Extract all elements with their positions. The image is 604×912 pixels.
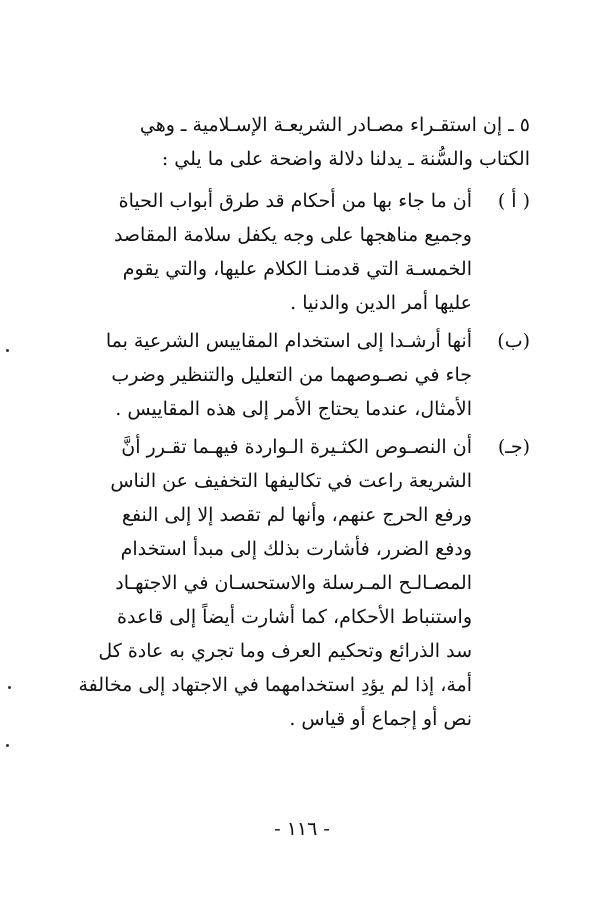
item-marker-b: (ب) [497, 330, 530, 352]
list-item-a [60, 184, 530, 320]
item-line: أنها أرشـدا إلى استخدام المقاييس الشرعية بما [105, 330, 472, 352]
item-body-b [60, 324, 472, 426]
item-line: عليها أمر الدين والدنيا . [290, 292, 472, 314]
item-marker-a: ( أ ) [497, 190, 530, 212]
item-line: ودفع الضرر، فأشارت بذلك إلى مبدأ استخدام [120, 538, 472, 560]
item-line: أمة، إذا لم يؤدِ استخدامهما في الاجتهاد إلى مخالفة [78, 674, 472, 696]
item-line: الشريعة راعت في تكاليفها التخفيف عن الناس [110, 470, 472, 492]
item-line: الأمثال، عندما يحتاج الأمر إلى هذه المقاييس . [115, 398, 472, 420]
item-line: واستنباط الأحكام، كما أشارت أيضاً إلى قاعدة [117, 606, 472, 628]
item-line: أن ما جاء بها من أحكام قد طرق أبواب الحياة [118, 190, 472, 212]
scan-speck [6, 744, 9, 747]
item-line: الخمسـة التي قدمنـا الكلام عليها، والتي يقوم [122, 258, 472, 280]
item-line: جاء في نصـوصهما من التعليل والتنظير وضرب [111, 364, 472, 386]
item-line: وجميع مناهجها على وجه يكفل سلامة المقاصد [113, 224, 472, 246]
item-line: سد الذرائع وتحكيم العرف وما تجري به عادة كل [98, 640, 472, 662]
intro-line: ٥ ـ إن استقـراء مصـادر الشريعـة الإسـلامية ـ وهي [139, 114, 530, 136]
intro-paragraph [60, 108, 530, 176]
item-line: المصـالـح المـرسلة والاستحسـان في الاجتهـاد [115, 572, 472, 594]
list-item-c [60, 430, 530, 736]
item-marker-c: (جـ) [497, 436, 530, 458]
intro-line: الكتاب والسُّنة ـ يدلنا دلالة واضحة على ما يلي : [161, 148, 530, 170]
list-item-b [60, 324, 530, 426]
item-body-c [60, 430, 472, 736]
scan-speck [6, 349, 9, 352]
page-text [60, 108, 530, 736]
page-number: - ١١٦ - [274, 818, 330, 840]
item-line: نص أو إجماع أو قياس . [289, 708, 472, 730]
item-body-a [60, 184, 472, 320]
item-line: أن النصـوص الكثـيرة الـواردة فيهـما تقـرر أنَّ [121, 436, 472, 458]
scan-speck [8, 686, 11, 689]
item-line: ورفع الحرج عنهم، وأنها لم تقصد إلا إلى النفع [121, 504, 472, 526]
